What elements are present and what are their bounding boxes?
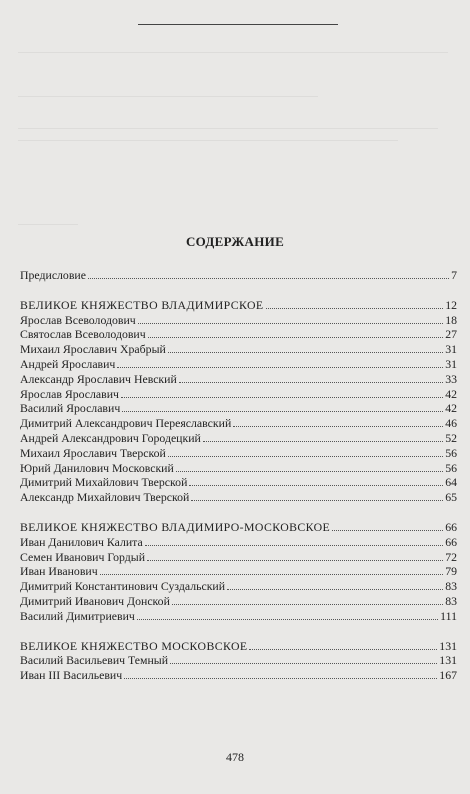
toc-entry-title: Юрий Данилович Московский [20, 460, 174, 475]
dot-leader [176, 462, 443, 472]
toc-entry [20, 431, 457, 446]
toc-entry-title: Димитрий Михайлович Тверской [20, 475, 188, 490]
toc-entry-title: Димитрий Иванович Донской [20, 593, 170, 608]
toc-entry [20, 416, 457, 431]
dot-leader [203, 432, 443, 442]
toc-entry [20, 461, 457, 476]
toc-section-heading [20, 520, 457, 535]
dot-leader [138, 314, 443, 324]
toc-entry-page: 27 [445, 327, 457, 342]
toc-entry-page: 72 [445, 549, 457, 564]
dot-leader [124, 669, 437, 679]
toc-entry-page: 64 [445, 475, 457, 490]
dot-leader [179, 373, 443, 383]
toc-entry-page: 42 [445, 401, 457, 416]
toc-entry [20, 387, 457, 402]
toc-entry-title: Димитрий Константинович Суздальский [20, 579, 226, 594]
toc-entry [20, 594, 457, 609]
table-of-contents [20, 268, 457, 683]
dot-leader [121, 388, 443, 398]
toc-entry-page: 66 [445, 534, 457, 549]
toc-entry-page: 31 [445, 342, 457, 357]
toc-entry-page: 56 [445, 445, 457, 460]
page-number: 478 [226, 750, 244, 764]
dot-leader [122, 402, 443, 412]
toc-entry-page: 83 [445, 593, 457, 608]
toc-entry-page: 42 [445, 386, 457, 401]
toc-entry [20, 401, 457, 416]
toc-entry-page: 46 [445, 416, 457, 431]
toc-entry-page: 33 [445, 371, 457, 386]
dot-leader [137, 610, 438, 620]
toc-entry-title: ВЕЛИКОЕ КНЯЖЕСТВО ВЛАДИМИРО-МОСКОВСКОЕ [20, 519, 331, 534]
dot-leader [227, 580, 443, 590]
toc-entry [20, 357, 457, 372]
toc-entry [20, 579, 457, 594]
toc-entry-title: Иван Данилович Калита [20, 534, 143, 549]
dot-leader [191, 491, 443, 501]
toc-entry-title: Ярослав Всеволодович [20, 312, 136, 327]
toc-entry [20, 490, 457, 505]
toc-entry [20, 564, 457, 579]
dot-leader [148, 328, 444, 338]
dot-leader [189, 476, 443, 486]
dot-leader [332, 521, 443, 531]
toc-entry-page: 66 [445, 519, 457, 534]
dot-leader [266, 299, 444, 309]
toc-entry-page: 52 [445, 430, 457, 445]
toc-entry-title: Михаил Ярославич Тверской [20, 445, 166, 460]
toc-entry [20, 535, 457, 550]
toc-entry-title: Предисловие [20, 268, 86, 282]
toc-entry [20, 268, 457, 283]
toc-entry-page: 18 [445, 312, 457, 327]
toc-entry-page: 12 [445, 297, 457, 312]
toc-entry [20, 313, 457, 328]
dot-leader [117, 358, 443, 368]
section-gap [20, 505, 457, 520]
toc-entry-title: Александр Ярославич Невский [20, 371, 177, 386]
toc-entry-page: 131 [439, 638, 457, 653]
toc-entry [20, 475, 457, 490]
toc-entry [20, 327, 457, 342]
toc-entry-title: Василий Васильевич Темный [20, 653, 169, 668]
dot-leader [172, 595, 443, 605]
toc-entry-page: 79 [445, 564, 457, 579]
dot-leader [168, 343, 443, 353]
toc-entry-title: Иван III Васильевич [20, 668, 123, 683]
toc-section-heading [20, 298, 457, 313]
toc-entry-title: ВЕЛИКОЕ КНЯЖЕСТВО МОСКОВСКОЕ [20, 638, 248, 653]
dot-leader [170, 654, 437, 664]
dot-leader [249, 640, 437, 650]
toc-entry-title: Димитрий Александрович Переяславский [20, 416, 232, 431]
section-gap [20, 283, 457, 298]
toc-entry-title: Семен Иванович Гордый [20, 549, 146, 564]
toc-entry-page: 31 [445, 356, 457, 371]
bleed-through-text [0, 0, 470, 240]
toc-entry-title: Василий Димитриевич [20, 608, 135, 623]
toc-entry-title: Святослав Всеволодович [20, 327, 146, 342]
dot-leader [145, 536, 444, 546]
section-gap [20, 624, 457, 639]
toc-entry [20, 550, 457, 565]
toc-entry [20, 372, 457, 387]
dot-leader [233, 417, 443, 427]
toc-entry-title: ВЕЛИКОЕ КНЯЖЕСТВО ВЛАДИМИРСКОЕ [20, 297, 264, 312]
toc-entry [20, 609, 457, 624]
toc-entry [20, 668, 457, 683]
dot-leader [88, 269, 449, 279]
toc-entry-page: 83 [445, 579, 457, 594]
toc-entry-title: Ярослав Ярославич [20, 386, 119, 401]
toc-entry-page: 111 [440, 608, 457, 623]
dot-leader [168, 447, 443, 457]
toc-entry-title: Василий Ярославич [20, 401, 121, 416]
toc-entry [20, 653, 457, 668]
dot-leader [100, 565, 444, 575]
toc-entry-title: Михаил Ярославич Храбрый [20, 342, 166, 357]
toc-entry [20, 446, 457, 461]
page-title: СОДЕРЖАНИЕ [185, 234, 285, 249]
toc-entry-page: 65 [445, 490, 457, 505]
toc-entry [20, 342, 457, 357]
toc-entry-page: 7 [451, 268, 457, 282]
toc-entry-title: Андрей Александрович Городецкий [20, 430, 201, 445]
toc-entry-title: Андрей Ярославич [20, 356, 116, 371]
toc-entry-page: 131 [439, 653, 457, 668]
toc-entry-title: Александр Михайлович Тверской [20, 490, 190, 505]
toc-section-heading [20, 639, 457, 654]
toc-entry-page: 167 [439, 668, 457, 683]
toc-entry-page: 56 [445, 460, 457, 475]
toc-entry-title: Иван Иванович [20, 564, 98, 579]
dot-leader [147, 551, 443, 561]
